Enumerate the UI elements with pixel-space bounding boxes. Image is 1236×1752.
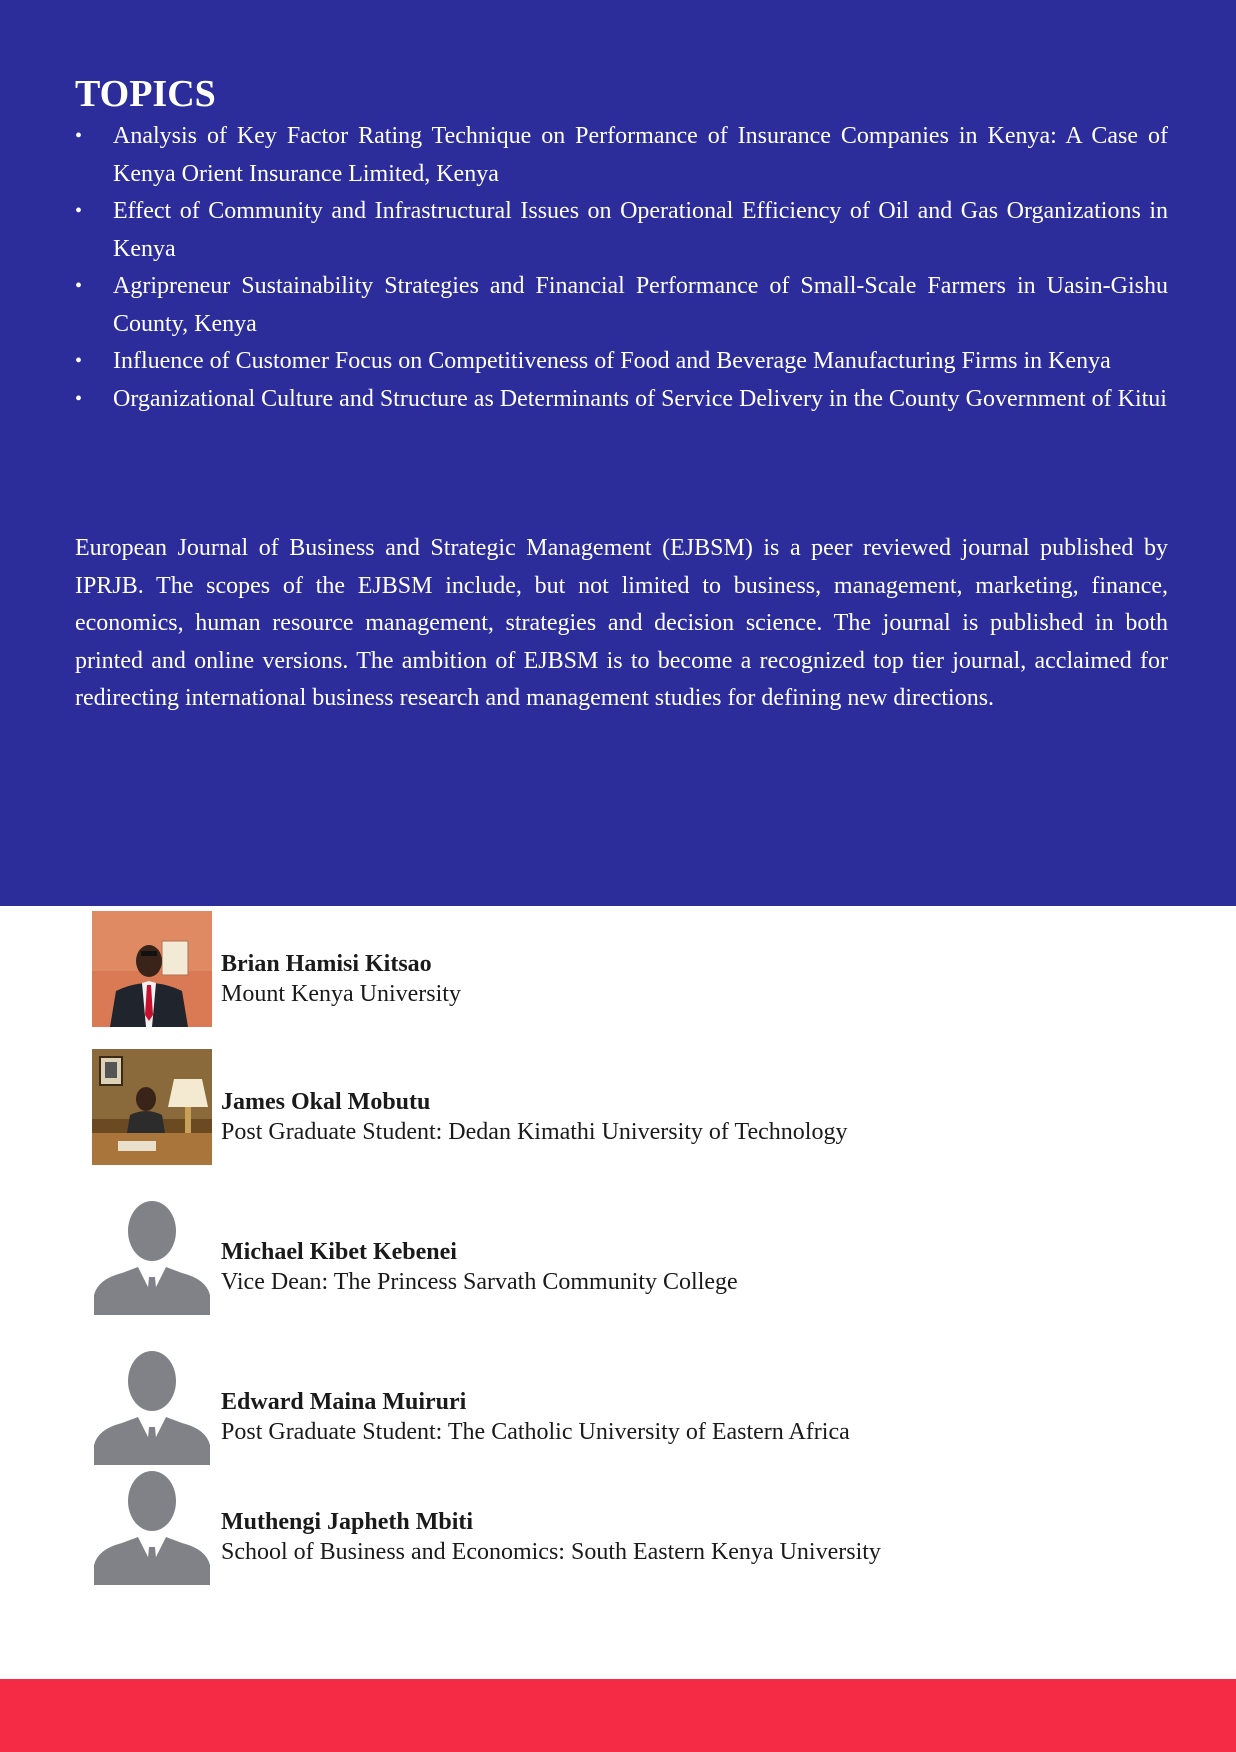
bullet-icon: •	[75, 350, 83, 372]
topics-heading: TOPICS	[75, 73, 216, 115]
author-text	[221, 1387, 850, 1447]
author-entry	[92, 1469, 1192, 1585]
topic-text: Agripreneur Sustainability Strategies and Financial Performance of Small-Scale Farmers in Uasin-Gishu County, Kenya	[113, 273, 1168, 337]
topic-text: Organizational Culture and Structure as Determinants of Service Delivery in the County Government of Kitui	[113, 385, 1167, 412]
bullet-icon: •	[75, 200, 83, 222]
portrait-photo-icon	[92, 1049, 212, 1165]
author-name: Michael Kibet Kebenei	[221, 1239, 457, 1265]
author-affiliation: Post Graduate Student: Dedan Kimathi University of Technology	[221, 1119, 848, 1145]
author-affiliation: Vice Dean: The Princess Sarvath Community College	[221, 1269, 738, 1295]
author-entry	[92, 1199, 1192, 1315]
author-photo	[92, 1199, 212, 1315]
author-name: Brian Hamisi Kitsao	[221, 951, 432, 977]
author-affiliation: Post Graduate Student: The Catholic University of Eastern Africa	[221, 1419, 850, 1445]
author-text	[221, 1237, 738, 1297]
topic-text: Analysis of Key Factor Rating Technique on Performance of Insurance Companies in Kenya: A Case of Kenya Orient Insurance Limited, Kenya	[113, 123, 1168, 187]
portrait-photo-icon	[92, 911, 212, 1027]
author-name: Edward Maina Muiruri	[221, 1389, 467, 1415]
bullet-icon: •	[75, 387, 83, 410]
author-name: James Okal Mobutu	[221, 1089, 431, 1115]
topic-text: Influence of Customer Focus on Competitiveness of Food and Beverage Manufacturing Firms in Kenya	[113, 348, 1111, 374]
footer-band	[0, 1679, 1236, 1752]
author-affiliation: School of Business and Economics: South Eastern Kenya University	[221, 1539, 881, 1565]
author-affiliation: Mount Kenya University	[221, 981, 461, 1007]
topic-list	[75, 118, 1168, 418]
journal-description: European Journal of Business and Strategic Management (EJBSM) is a peer reviewed journal published by IPRJB. The scopes of the EJBSM include, but not limited to business, management, marketing, finance, economics, human resource management, strategies and decision science. The journal is published in both printed and online versions. The ambition of EJBSM is to become a recognized top tier journal, acclaimed for redirecting international business research and management studies for defining new directions.	[75, 535, 1168, 711]
author-entry	[92, 1049, 1192, 1165]
topic-item	[75, 118, 1168, 193]
author-text	[221, 1087, 847, 1147]
author-entry	[92, 911, 1192, 1027]
author-name: Muthengi Japheth Mbiti	[221, 1509, 474, 1535]
author-photo	[92, 1469, 212, 1585]
user-silhouette-icon	[92, 1469, 212, 1585]
bullet-icon: •	[75, 275, 83, 297]
author-text	[221, 949, 461, 1009]
author-photo	[92, 911, 212, 1027]
author-photo	[92, 1049, 212, 1165]
topic-item	[75, 268, 1168, 343]
author-photo	[92, 1349, 212, 1465]
bullet-icon: •	[75, 125, 83, 147]
topic-text: Effect of Community and Infrastructural Issues on Operational Efficiency of Oil and Gas Organizations in Kenya	[113, 198, 1168, 262]
topic-item	[75, 381, 1168, 419]
author-entry	[92, 1349, 1192, 1465]
topic-item	[75, 193, 1168, 268]
author-text	[221, 1507, 881, 1567]
user-silhouette-icon	[92, 1199, 212, 1315]
user-silhouette-icon	[92, 1349, 212, 1465]
topic-item	[75, 343, 1168, 381]
